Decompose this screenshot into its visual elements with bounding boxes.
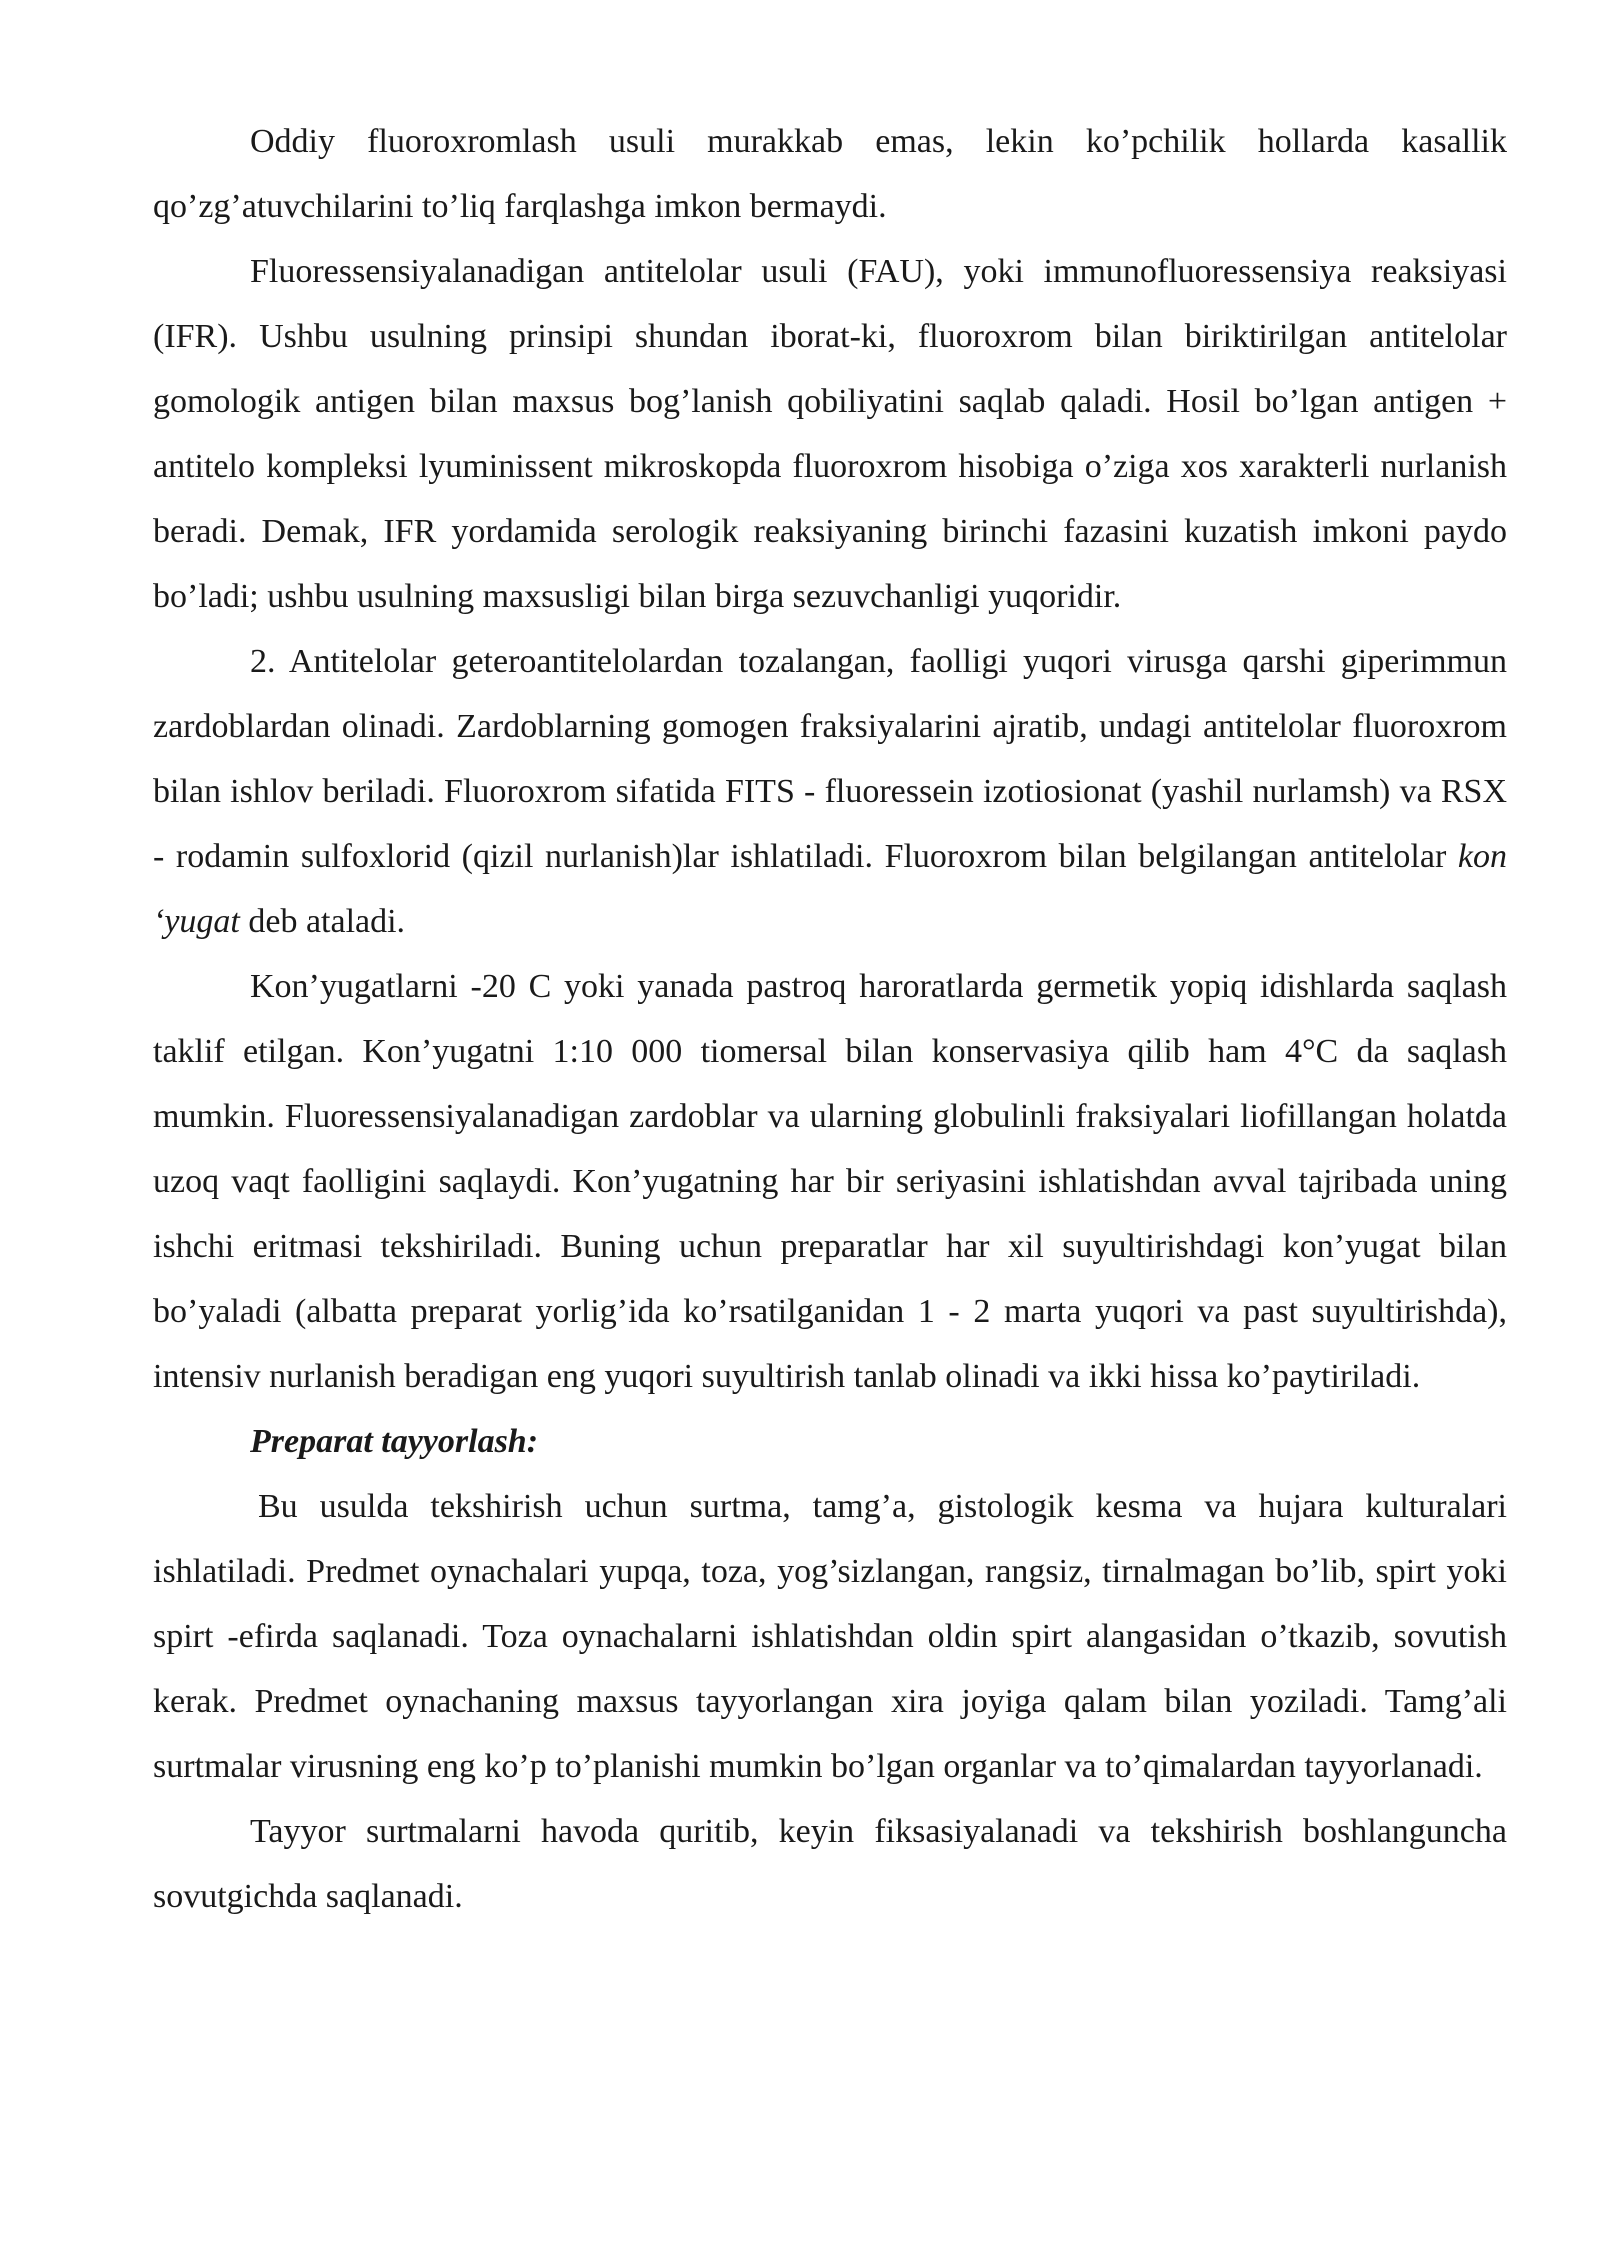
paragraph-conjugate-storage: Kon’yugatlarni -20 C yoki yanada pastroq haroratlarda germetik yopiq idishlarda saqlash taklif etilgan. Kon’yugatni 1:10 000 tiomersal bilan konservasiya qilib ham 4°C da saqlash mumkin. Fluoressensiyalanadigan zardoblar va ularning globulinli fraksiyalari liofillangan holatda uzoq vaqt faolligini saqlaydi. Kon’yugatning har bir seriyasini ishlatishdan avval tajribada uning ishchi eritmasi tekshiriladi. Buning uchun preparatlar har xil suyultirishdagi kon’yugat bilan bo’yaladi (albatta preparat yorlig’ida ko’rsatilganidan 1 - 2 marta yuqori va past suyultirishda), intensiv nurlanish beradigan eng yuqori suyultirish tanlab olinadi va ikki hissa ko’paytiriladi. [153, 968, 1507, 1395]
paragraph-text-after: deb ataladi. [239, 903, 406, 940]
paragraph-drying-fixation: Tayyor surtmalarni havoda quritib, keyin fiksasiyalanadi va tekshirish boshlanguncha sovutgichda saqlanadi. [153, 1813, 1507, 1915]
conjugate-term-italic: kon ‘yugat [153, 838, 1507, 940]
paragraph-fluorochrome-simple: Oddiy fluoroxromlash usuli murakkab emas, lekin ko’pchilik hollarda kasallik qo’zg’atuvchilarini to’liq farqlashga imkon bermaydi. [153, 123, 1507, 225]
paragraph-preparation-methods: Bu usulda tekshirish uchun surtma, tamg’a, gistologik kesma va hujara kulturalari ishlatiladi. Predmet oynachalari yupqa, toza, yog’sizlangan, rangsiz, tirnalmagan bo’lib, spirt yoki spirt -efirda saqlanadi. Toza oynachalarni ishlatishdan oldin spirt alangasidan o’tkazib, sovutish kerak. Predmet oynachaning maxsus tayyorlangan xira joyiga qalam bilan yoziladi. Tamg’ali surtmalar virusning eng ko’p to’planishi mumkin bo’lgan organlar va to’qimalardan tayyorlanadi. [153, 1488, 1507, 1785]
paragraph-antibodies-conjugate [153, 629, 1507, 954]
section-heading-preparation: Preparat tayyorlash: [250, 1423, 539, 1460]
paragraph-fau-ifr: Fluoressensiyalanadigan antitelolar usuli (FAU), yoki immunofluoressensiya reaksiyasi (IFR). Ushbu usulning prinsipi shundan iborat-ki, fluoroxrom bilan biriktirilgan antitelolar gomologik antigen bilan maxsus bog’lanish qobiliyatini saqlab qaladi. Hosil bo’lgan antigen + antitelo kompleksi lyuminissent mikroskopda fluoroxrom hisobiga o’ziga xos xarakterli nurlanish beradi. Demak, IFR yordamida serologik reaksiyaning birinchi fazasini kuzatish imkoni paydo bo’ladi; ushbu usulning maxsusligi bilan birga sezuvchanligi yuqoridir. [153, 253, 1507, 615]
document-page [153, 109, 1507, 1929]
paragraph-text-before: 2. Antitelolar geteroantitelolardan tozalangan, faolligi yuqori virusga qarshi giperimmun zardoblardan olinadi. Zardoblarning gomogen fraksiyalarini ajratib, undagi antitelolar fluoroxrom bilan ishlov beriladi. Fluoroxrom sifatida FITS - fluoressein izotiosionat (yashil nurlamsh) va RSX - rodamin sulfoxlorid (qizil nurlanish)lar ishlatiladi. Fluoroxrom bilan belgilangan antitelolar [153, 643, 1507, 875]
